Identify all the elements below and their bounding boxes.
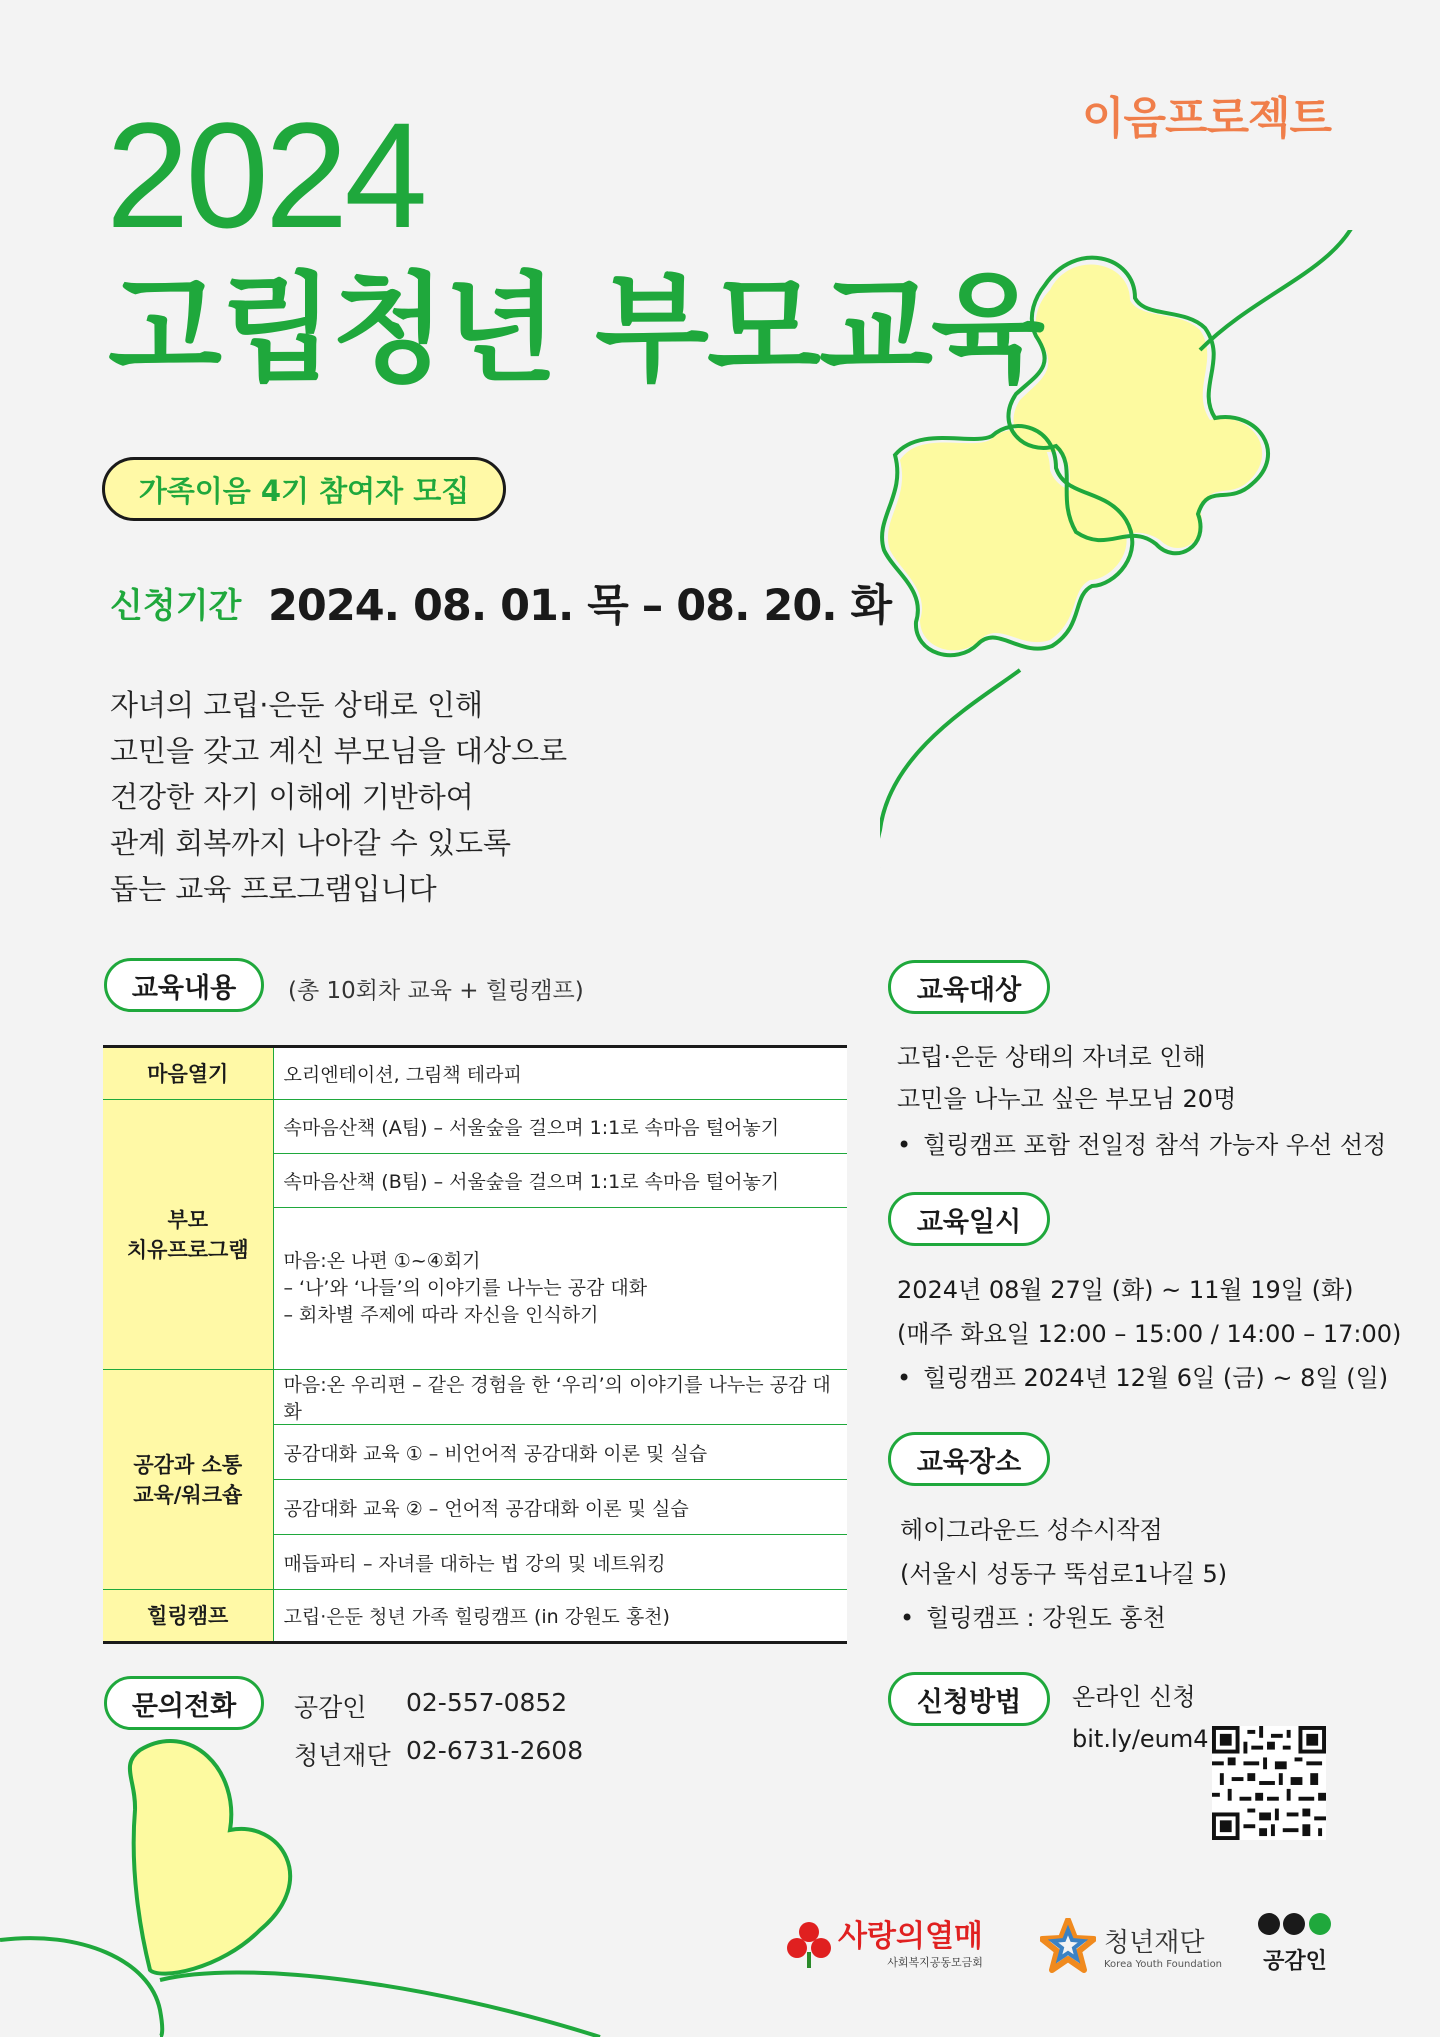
recruit-badge: 가족이음 4기 참여자 모집 <box>102 457 506 521</box>
chest-logo <box>786 1920 983 1970</box>
item-cell: 속마음산책 (A팀) – 서울숲을 걸으며 1:1로 속마음 털어놓기 <box>273 1100 847 1154</box>
intro-line: 돕는 교육 프로그램입니다 <box>110 872 437 906</box>
contact-label: 문의전화 <box>104 1676 264 1730</box>
target-label: 교육대상 <box>888 960 1050 1014</box>
category-cell: 마음열기 <box>103 1047 273 1100</box>
category-cell: 공감과 소통 교육/워크숍 <box>103 1370 273 1590</box>
schedule-label: 교육일시 <box>888 1192 1050 1246</box>
item-cell: 공감대화 교육 ② – 언어적 공감대화 이론 및 실습 <box>273 1480 847 1535</box>
location-text <box>900 1508 1227 1640</box>
youth-foundation-sub: Korea Youth Foundation <box>1104 1959 1223 1970</box>
curriculum-label: 교육내용 <box>104 958 264 1012</box>
item-cell: 고립·은둔 청년 가족 힐링캠프 (in 강원도 홍천) <box>273 1590 847 1643</box>
youth-foundation-logo <box>1040 1918 1222 1974</box>
schedule-line: (매주 화요일 12:00 – 15:00 / 14:00 – 17:00) <box>897 1320 1402 1348</box>
table-row <box>103 1047 847 1100</box>
apply-url[interactable]: bit.ly/eum4 <box>1072 1725 1209 1753</box>
eum-project-logo <box>1082 82 1331 146</box>
curriculum-table <box>103 1045 847 1644</box>
item-cell: 공감대화 교육 ① – 비언어적 공감대화 이론 및 실습 <box>273 1425 847 1480</box>
contact-org: 공감인 <box>294 1693 367 1722</box>
item-cell: 매듭파티 – 자녀를 대하는 법 강의 및 네트워킹 <box>273 1535 847 1590</box>
location-label: 교육장소 <box>888 1432 1050 1486</box>
page-year: 2024 <box>106 91 424 259</box>
contact-phone: 02-6731-2608 <box>406 1736 584 1765</box>
gonggamin-logo <box>1256 1912 1334 1975</box>
eum-project-text: 이음프로젝트 <box>1082 93 1332 144</box>
category-cell: 부모 치유프로그램 <box>103 1100 273 1370</box>
intro-line: 자녀의 고립·은둔 상태로 인해 <box>110 688 484 722</box>
location-bullet: • 힐링캠프 : 강원도 홍천 <box>900 1596 1227 1640</box>
target-line: 고민을 나누고 싶은 부모님 20명 <box>897 1085 1237 1113</box>
contact-phone: 02-557-0852 <box>406 1688 568 1717</box>
target-text <box>897 1036 1386 1166</box>
item-cell: 마음:온 우리편 – 같은 경험을 한 ‘우리’의 이야기를 나누는 공감 대화 <box>273 1370 847 1425</box>
schedule-line: 2024년 08월 27일 (화) ~ 11월 19일 (화) <box>897 1276 1354 1304</box>
table-row <box>103 1370 847 1425</box>
location-line: 헤이그라운드 성수시작점 <box>900 1516 1163 1544</box>
chest-sub: 사회복지공동모금회 <box>887 1956 983 1969</box>
heart-illustration <box>0 1730 640 2037</box>
table-row <box>103 1590 847 1643</box>
item-cell: 오리엔테이션, 그림책 테라피 <box>273 1047 847 1100</box>
intro-line: 관계 회복까지 나아갈 수 있도록 <box>110 826 512 860</box>
page-title: 고립청년 부모교육 <box>108 260 1043 398</box>
fruit-icon <box>786 1920 832 1970</box>
youth-foundation-name: 청년재단 <box>1104 1928 1205 1958</box>
schedule-bullet: • 힐링캠프 2024년 12월 6일 (금) ~ 8일 (일) <box>897 1356 1401 1400</box>
target-bullet: • 힐링캠프 포함 전일정 참석 가능자 우선 선정 <box>897 1124 1386 1166</box>
intro-text <box>110 682 567 912</box>
target-line: 고립·은둔 상태의 자녀로 인해 <box>897 1043 1206 1071</box>
period-label: 신청기간 <box>110 586 242 626</box>
chest-name: 사랑의열매 <box>838 1919 983 1954</box>
item-cell: 마음:온 나편 ①~④회기 – ‘나’와 ‘나들’의 이야기를 나누는 공감 대화 – 회차별 주제에 따라 자신을 인식하기 <box>273 1208 847 1370</box>
intro-line: 고민을 갖고 계신 부모님을 대상으로 <box>110 734 568 768</box>
period-value: 2024. 08. 01. 목 – 08. 20. 화 <box>268 581 892 631</box>
item-cell: 속마음산책 (B팀) – 서울숲을 걸으며 1:1로 속마음 털어놓기 <box>273 1154 847 1208</box>
contact-org: 청년재단 <box>294 1741 391 1770</box>
apply-label: 신청방법 <box>888 1672 1050 1726</box>
star-icon <box>1040 1918 1096 1974</box>
location-line: (서울시 성동구 뚝섬로1나길 5) <box>900 1560 1228 1588</box>
curriculum-note: (총 10회차 교육 + 힐링캠프) <box>288 978 584 1004</box>
gonggamin-name: 공감인 <box>1263 1949 1327 1974</box>
apply-method: 온라인 신청 <box>1072 1683 1196 1711</box>
table-row <box>103 1100 847 1154</box>
qr-code[interactable] <box>1212 1726 1326 1840</box>
intro-line: 건강한 자기 이해에 기반하여 <box>110 780 474 814</box>
quote-icon <box>1256 1912 1334 1940</box>
category-cell: 힐링캠프 <box>103 1590 273 1643</box>
schedule-text <box>897 1268 1401 1400</box>
